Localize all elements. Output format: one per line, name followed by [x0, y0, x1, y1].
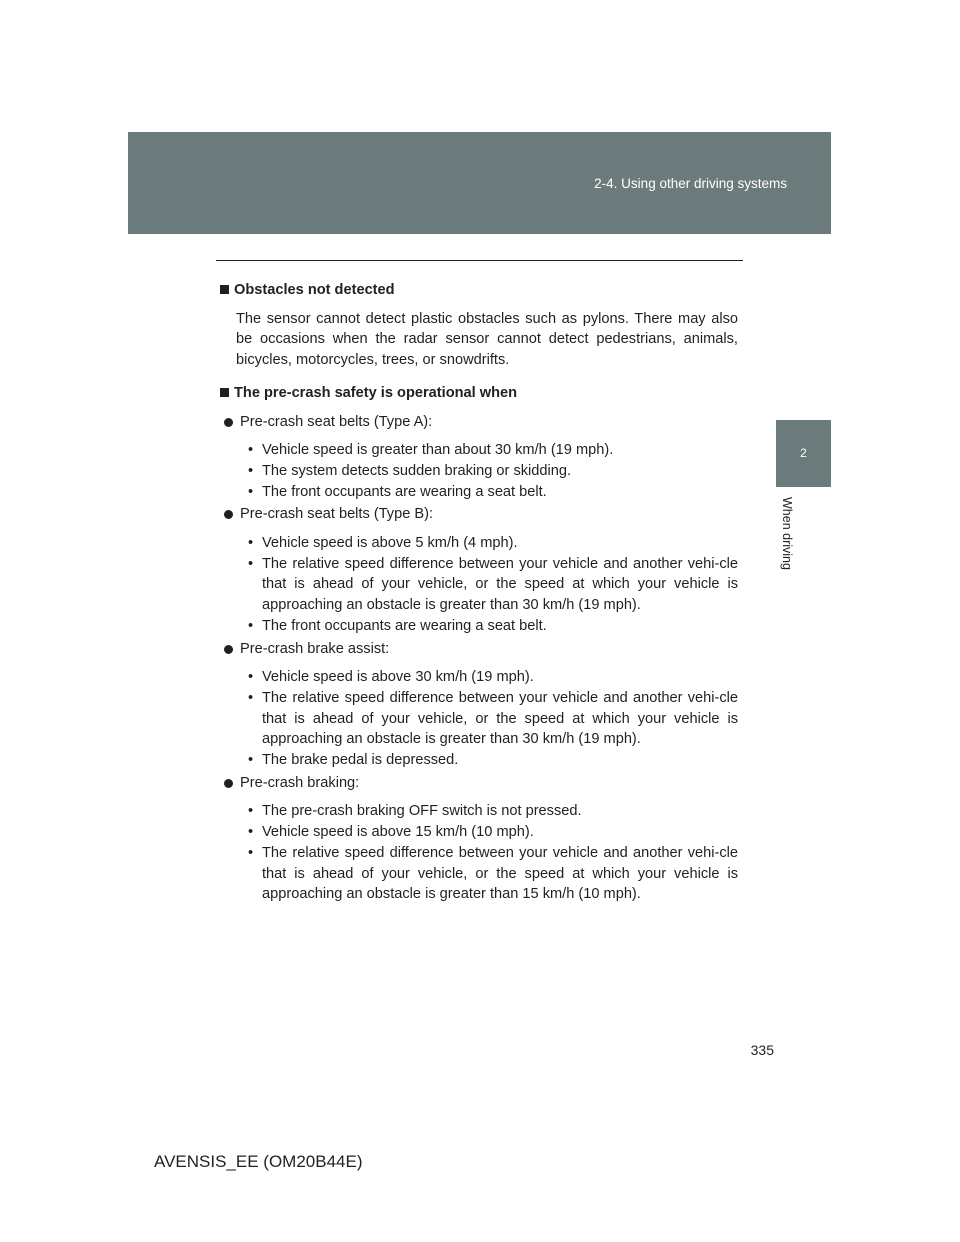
circle-bullet-icon [224, 779, 233, 788]
divider-rule [216, 260, 743, 261]
model-code: AVENSIS_EE (OM20B44E) [154, 1152, 363, 1171]
list-item-text: The brake pedal is depressed. [262, 752, 459, 769]
paragraph: The sensor cannot detect plastic obstacles such as pylons. There may also be occasions when the radar sensor cannot detect pedestrians, animals, bicycles, motorcycles, trees, or snowdrifts. [236, 310, 738, 369]
list-item: • The relative speed difference between your vehicle and another vehi-cle that is ahead of your vehicle, or the speed at which your vehicle is approaching an obstacle is greater than 30 km/h (19 mph). [248, 689, 738, 748]
chapter-label: When driving [780, 497, 794, 570]
list-item: • Vehicle speed is above 5 km/h (4 mph). [248, 535, 518, 552]
condition-group [218, 639, 738, 771]
group-title-text: Pre-crash seat belts (Type B): [240, 506, 434, 523]
section-heading [218, 280, 738, 301]
circle-bullet-icon [224, 418, 233, 427]
list-item: • Vehicle speed is greater than about 30 km/h (19 mph). [248, 442, 614, 459]
chapter-tab [776, 420, 831, 487]
list-item-text: The relative speed difference between your vehicle and another vehi-cle that is ahead of your vehicle, or the speed at which your vehicle is approaching an obstacle is greater than 30 km/h (19 mph). [262, 555, 738, 614]
list-item: • Vehicle speed is above 30 km/h (19 mph). [248, 669, 534, 686]
condition-group [218, 773, 738, 905]
condition-list [248, 533, 738, 637]
list-item: • The relative speed difference between your vehicle and another vehi-cle that is ahead of your vehicle, or the speed at which your vehicle is approaching an obstacle is greater than 30 km/h (19 mph). [248, 555, 738, 614]
list-item-text: The system detects sudden braking or skidding. [262, 462, 572, 479]
condition-group [218, 504, 738, 636]
chapter-number: 2 [800, 446, 807, 460]
list-item: • Vehicle speed is above 15 km/h (10 mph). [248, 824, 534, 841]
list-item: • The front occupants are wearing a seat belt. [248, 483, 547, 500]
group-title [222, 773, 738, 794]
condition-list [248, 667, 738, 771]
list-item: • The system detects sudden braking or skidding. [248, 462, 572, 479]
group-title-text: Pre-crash braking: [240, 774, 360, 791]
circle-bullet-icon [224, 510, 233, 519]
list-item: • The brake pedal is depressed. [248, 752, 459, 769]
condition-list [248, 801, 738, 905]
condition-list [248, 440, 738, 502]
group-title-text: Pre-crash seat belts (Type A): [240, 413, 433, 430]
main-content [218, 280, 738, 907]
square-bullet-icon [220, 388, 229, 397]
header-band [128, 132, 831, 234]
list-item-text: The front occupants are wearing a seat belt. [262, 483, 547, 500]
list-item-text: The pre-crash braking OFF switch is not pressed. [262, 803, 582, 820]
section-heading-text: Obstacles not detected [234, 282, 395, 298]
group-title [222, 412, 738, 433]
list-item-text: Vehicle speed is greater than about 30 km/h (19 mph). [262, 442, 614, 459]
list-item: • The pre-crash braking OFF switch is not pressed. [248, 803, 582, 820]
square-bullet-icon [220, 285, 229, 294]
page-number: 335 [750, 1042, 774, 1058]
list-item-text: The relative speed difference between your vehicle and another vehi-cle that is ahead of your vehicle, or the speed at which your vehicle is approaching an obstacle is greater than 15 km/h (10 mph). [262, 844, 738, 903]
list-item-text: Vehicle speed is above 15 km/h (10 mph). [262, 824, 534, 841]
list-item-text: The relative speed difference between your vehicle and another vehi-cle that is ahead of your vehicle, or the speed at which your vehicle is approaching an obstacle is greater than 30 km/h (19 mph). [262, 689, 738, 748]
section-heading [218, 383, 738, 404]
condition-group [218, 412, 738, 503]
list-item-text: Vehicle speed is above 30 km/h (19 mph). [262, 669, 534, 686]
section-heading-text: The pre-crash safety is operational when [234, 384, 518, 401]
circle-bullet-icon [224, 645, 233, 654]
group-title-text: Pre-crash brake assist: [240, 640, 390, 657]
list-item-text: Vehicle speed is above 5 km/h (4 mph). [262, 535, 518, 552]
section-title: 2-4. Using other driving systems [594, 176, 787, 191]
list-item: • The relative speed difference between your vehicle and another vehi-cle that is ahead of your vehicle, or the speed at which your vehicle is approaching an obstacle is greater than 15 km/h (10 mph). [248, 844, 738, 903]
group-title [222, 639, 738, 660]
group-title [222, 504, 738, 525]
list-item: • The front occupants are wearing a seat belt. [248, 617, 547, 634]
list-item-text: The front occupants are wearing a seat belt. [262, 617, 547, 634]
